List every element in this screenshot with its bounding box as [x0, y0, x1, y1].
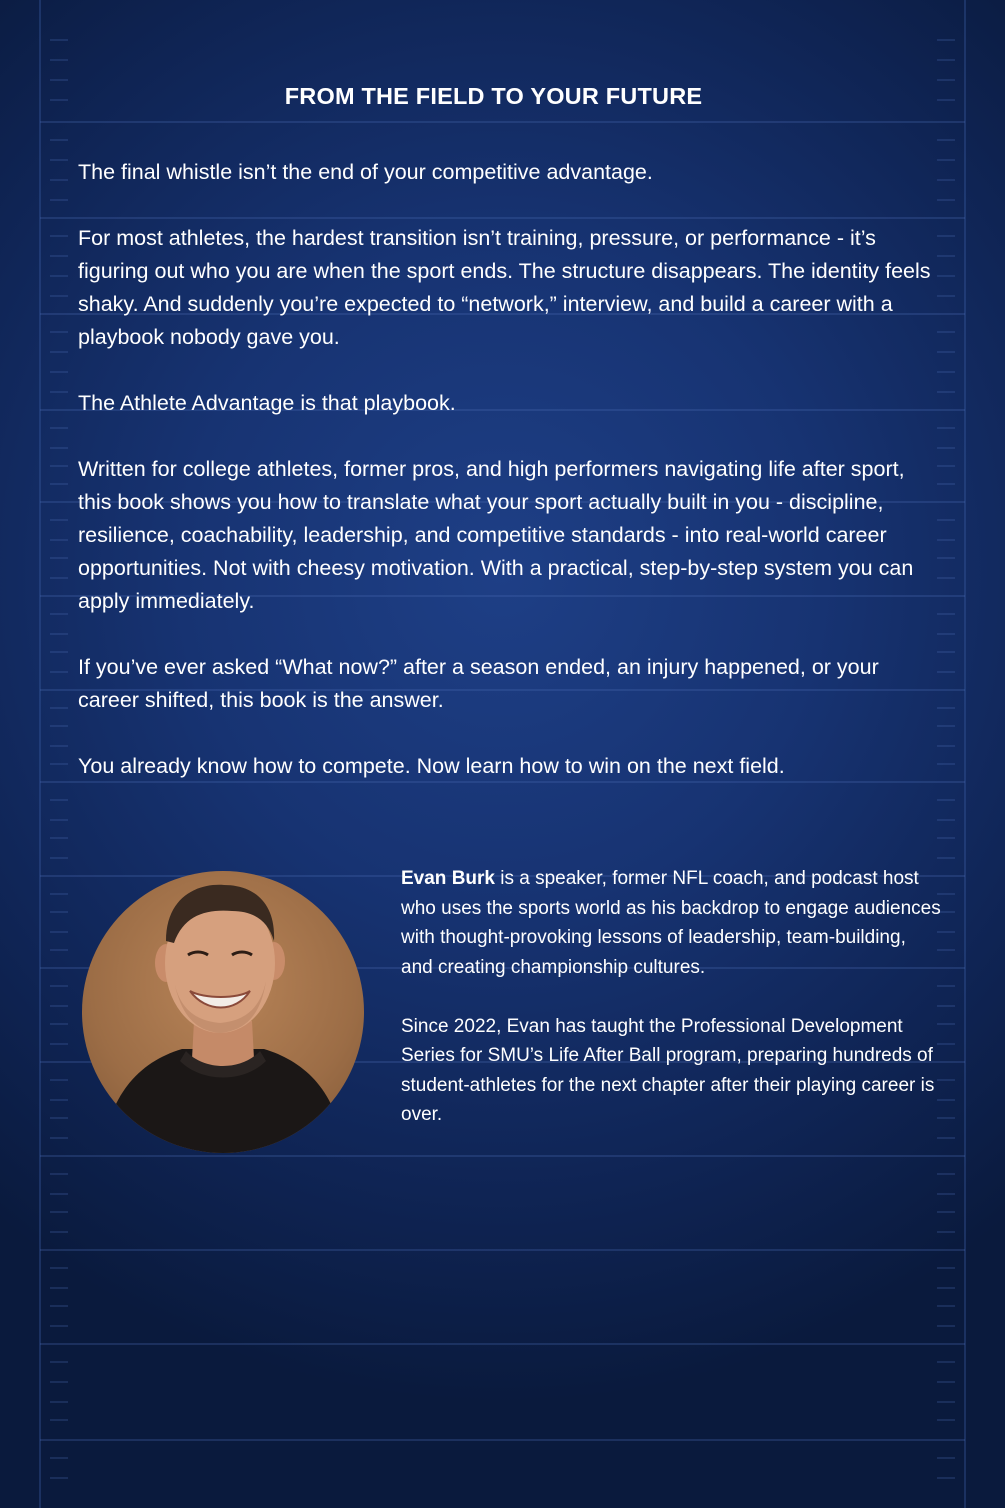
book-description: [78, 156, 938, 816]
author-bio-paragraph: [401, 864, 941, 982]
author-bio-paragraph: Since 2022, Evan has taught the Professional Development Series for SMU’s Life After Ball program, preparing hundreds of student-athletes for the next chapter after their playing career is over.: [401, 1015, 935, 1125]
description-paragraph: The Athlete Advantage is that playbook.: [78, 391, 456, 415]
author-portrait-icon: [82, 871, 364, 1153]
description-paragraph: For most athletes, the hardest transition isn’t training, pressure, or performance - it’s figuring out who you are when the sport ends. The structure disappears. The identity feels shaky. And suddenly you’re expected to “network,” interview, and build a career with a playbook nobody gave you.: [78, 226, 931, 349]
description-paragraph: You already know how to compete. Now learn how to win on the next field.: [78, 754, 785, 778]
author-bio: [401, 864, 941, 1159]
description-paragraph: If you’ve ever asked “What now?” after a season ended, an injury happened, or your career shifted, this book is the answer.: [78, 655, 879, 712]
cover-title: FROM THE FIELD TO YOUR FUTURE: [284, 83, 703, 109]
author-name: Evan Burk: [401, 868, 495, 889]
author-bio-text: is a speaker, former NFL coach, and podcast host who uses the sports world as his backdrop to engage audiences with thought-provoking lessons of leadership, team-building, and creating championship cultures.: [401, 868, 941, 978]
description-paragraph: Written for college athletes, former pros, and high performers navigating life after sport, this book shows you how to translate what your sport actually built in you - discipline, resilience, coachability, leadership, and competitive standards - into real-world career opportunities. Not with cheesy motivation. With a practical, step-by-step system you can apply immediately.: [78, 457, 914, 613]
description-paragraph: The final whistle isn’t the end of your competitive advantage.: [78, 160, 653, 184]
